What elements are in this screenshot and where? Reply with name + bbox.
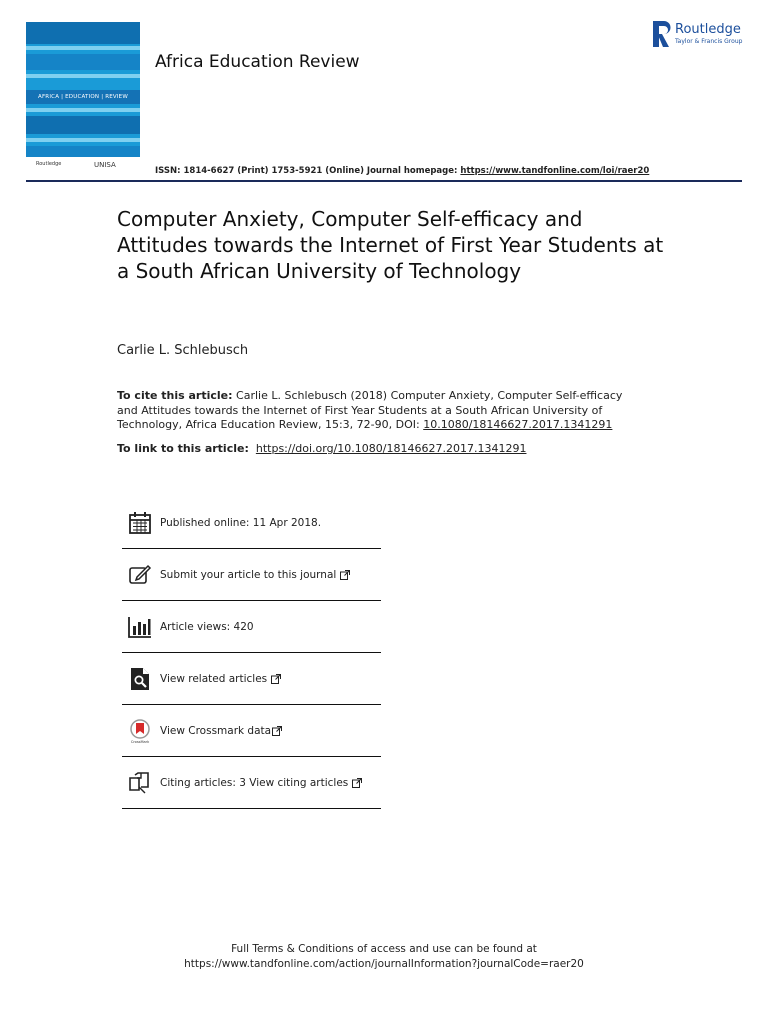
terms-line: Full Terms & Conditions of access and use can be found at [231, 943, 537, 955]
cover-pattern-band [26, 146, 140, 157]
article-title: Computer Anxiety, Computer Self-efficacy and Attitudes towards the Internet of First Year Students at a South African University of Technology [117, 207, 664, 283]
citing-articles-icon [126, 769, 154, 797]
citing-articles-link[interactable]: Citing articles: 3 View citing articles [160, 776, 349, 789]
article-link-line [117, 442, 526, 455]
cover-unisa-logo: UNISA [94, 161, 116, 169]
link-label: To link to this article: [117, 442, 249, 455]
doi-url-link[interactable]: https://doi.org/10.1080/18146627.2017.1341291 [255, 442, 527, 455]
citation-block [117, 389, 637, 433]
cover-pattern-band [26, 116, 140, 134]
published-row [122, 497, 381, 549]
cover-title: AFRICA | EDUCATION | REVIEW [26, 90, 140, 104]
crossmark-icon [126, 717, 154, 745]
doi-link[interactable]: 10.1080/18146627.2017.1341291 [423, 418, 613, 431]
journal-cover [26, 22, 140, 157]
routledge-subtitle: Taylor & Francis Group [675, 38, 743, 45]
issn-line [155, 166, 649, 176]
calendar-icon [126, 509, 154, 537]
article-views: Article views: 420 [160, 620, 254, 633]
related-row[interactable] [122, 653, 381, 705]
cover-pattern-band [26, 22, 140, 44]
terms-url[interactable]: https://www.tandfonline.com/action/journalInformation?journalCode=raer20 [184, 958, 584, 970]
external-link-icon [272, 721, 282, 740]
cover-pattern-band [26, 74, 140, 78]
cover-pattern-band [26, 46, 140, 50]
cover-pattern-band [26, 108, 140, 112]
document-search-icon [126, 665, 154, 693]
cite-label: To cite this article: [117, 389, 233, 402]
citing-row[interactable] [122, 757, 381, 809]
crossmark-icon-label: CrossMark [130, 739, 150, 744]
header-divider [26, 180, 742, 182]
routledge-r-icon [653, 21, 671, 47]
crossmark-link[interactable]: View Crossmark data [160, 724, 272, 737]
related-articles-link[interactable]: View related articles [160, 672, 268, 685]
external-link-icon [340, 565, 350, 584]
external-link-icon [352, 773, 362, 792]
submit-article-link[interactable]: Submit your article to this journal [160, 568, 337, 581]
terms-footer [0, 942, 768, 972]
routledge-name: Routledge [675, 22, 741, 37]
cover-pattern-band [26, 54, 140, 70]
submit-row[interactable] [122, 549, 381, 601]
external-link-icon [271, 669, 281, 688]
views-row [122, 601, 381, 653]
published-date: Published online: 11 Apr 2018. [160, 516, 322, 529]
article-info-list [122, 497, 381, 809]
journal-title: Africa Education Review [155, 52, 360, 72]
issn-text: ISSN: 1814-6627 (Print) 1753-5921 (Online) Journal homepage: [155, 166, 458, 176]
journal-homepage-link[interactable]: https://www.tandfonline.com/loi/raer20 [460, 166, 650, 176]
cover-footer [26, 157, 140, 174]
edit-icon [126, 561, 154, 589]
crossmark-row[interactable] [122, 705, 381, 757]
cite-text: Carlie L. Schlebusch (2018) Computer Anxiety, Computer Self-efficacy and Attitudes towards the Internet of First Year Students at a South African University of Technology, Africa Education Review, 15:3, 72-90, DOI: [117, 389, 623, 431]
routledge-logo [653, 21, 748, 51]
cover-pattern-band [26, 138, 140, 142]
cover-publisher-logo: Routledge [36, 161, 62, 167]
article-author: Carlie L. Schlebusch [117, 343, 249, 358]
bar-chart-icon [126, 613, 154, 641]
